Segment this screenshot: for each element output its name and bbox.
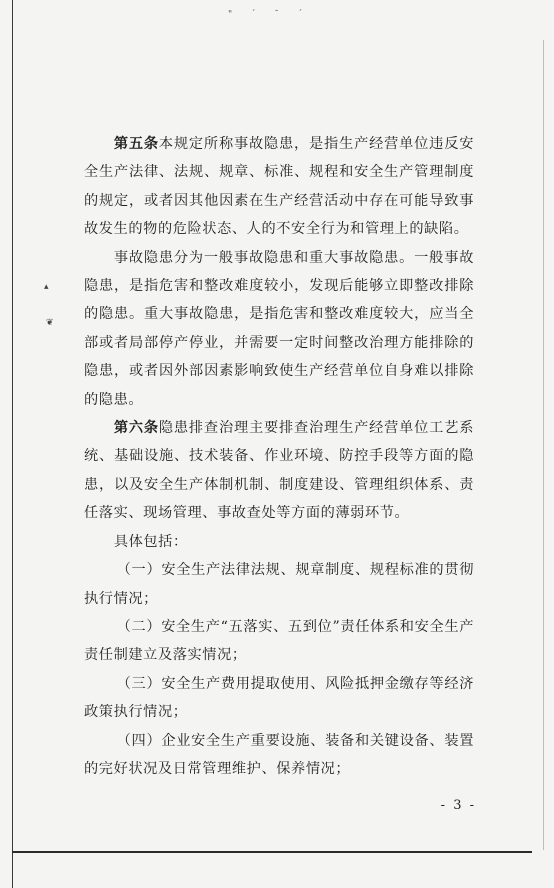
list-item: [84, 727, 474, 784]
paragraph-text: 隐患排查治理主要排查治理生产经营单位工艺系统、基础设施、技术装备、作业环境、防控手段等方面的隐患，以及安全生产体制机制、制度建设、管理组织体系、责任落实、现场管理、事故查处等方面的薄弱环节。: [84, 420, 474, 522]
paragraph-text: （四）企业安全生产重要设施、装备和关键设备、装置的完好状况及日常管理维护、保养情况；: [84, 732, 474, 777]
list-item: [84, 670, 474, 727]
article-heading: 第六条: [113, 420, 159, 437]
hazard-classification-paragraph: [84, 244, 474, 414]
list-item: [84, 556, 474, 613]
paragraph-text: 事故隐患分为一般事故隐患和重大事故隐患。一般事故隐患，是指危害和整改难度较小，发现后能够立即整改排除的隐患。重大事故隐患，是指危害和整改难度较大，应当全部或者局部停产停业，并需要一定时间整改治理方能排除的隐患，或者因外部因素影响致使生产经营单位自身难以排除的隐患。: [84, 249, 474, 408]
header-marks: " ´ ˉ ˊ: [228, 10, 311, 20]
paragraph-text: 本规定所称事故隐患，是指生产经营单位违反安全生产法律、法规、规章、标准、规程和安全生产管理制度的规定，或者因其他因素在生产经营活动中存在可能导致事故发生的物的危险状态、人的不安全行为和管理上的缺陷。: [84, 136, 474, 238]
page-number: - 3 -: [440, 798, 476, 813]
scan-speck: ▴: [44, 282, 49, 292]
scan-edge-right: [543, 40, 544, 850]
paragraph-text: （一）安全生产法律法规、规章制度、规程标准的贯彻执行情况；: [84, 562, 474, 607]
paragraph-text: 具体包括：: [113, 533, 188, 550]
article-heading: 第五条: [113, 136, 159, 152]
scan-edge-bottom: [12, 851, 532, 853]
specifics-intro: [84, 528, 474, 556]
paragraph-text: （三）安全生产费用提取使用、风险抵押金缴存等经济政策执行情况；: [84, 675, 474, 721]
paragraph-text: （二）安全生产“五落实、五到位”责任体系和安全生产责任制建立及落实情况；: [84, 618, 474, 664]
list-item: [84, 613, 474, 670]
scan-edge-left: [12, 0, 13, 888]
document-body: [84, 130, 474, 783]
scan-speck: ❦: [46, 318, 54, 328]
article-6-paragraph: [84, 414, 474, 528]
article-5-paragraph: [84, 130, 474, 244]
